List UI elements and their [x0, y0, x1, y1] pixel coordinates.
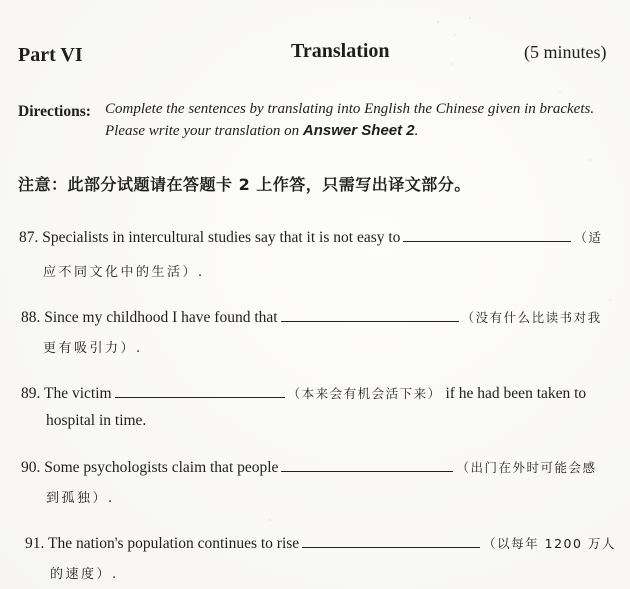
- question-number: 88.: [21, 309, 41, 326]
- question-number: 87.: [19, 229, 39, 246]
- chinese-hint: （适: [574, 230, 603, 245]
- question-number: 90.: [21, 459, 41, 476]
- part-label: Part VI: [18, 44, 83, 66]
- question-88-continuation: 更有吸引力）.: [43, 341, 143, 356]
- directions-line-2-prefix: Please write your translation on: [105, 123, 303, 139]
- question-number: 89.: [21, 385, 41, 402]
- answer-sheet-reference: Answer Sheet 2: [302, 122, 415, 139]
- question-87-continuation: 应不同文化中的生活）.: [43, 265, 205, 280]
- chinese-hint: （没有什么比读书对我: [461, 310, 602, 325]
- directions-line-2: [105, 122, 418, 140]
- question-91-continuation: 的速度）.: [50, 567, 119, 582]
- directions-line-2-suffix: .: [414, 123, 419, 139]
- question-90-continuation: 到孤独）.: [46, 491, 115, 506]
- answer-blank[interactable]: [115, 396, 285, 398]
- question-91-line: [25, 534, 616, 553]
- answer-blank[interactable]: [281, 470, 453, 472]
- question-number: 91.: [25, 535, 45, 552]
- answer-blank[interactable]: [302, 546, 480, 548]
- question-text: Specialists in intercultural studies say that it is not easy to: [42, 229, 401, 246]
- question-89-line: [21, 384, 586, 403]
- question-89-continuation: hospital in time.: [46, 412, 147, 429]
- section-title: Translation: [291, 40, 390, 62]
- directions-line-1: Complete the sentences by translating into English the Chinese given in brackets.: [105, 101, 595, 117]
- question-90-line: [21, 458, 596, 477]
- chinese-hint: （本来会有机会活下来）: [287, 386, 442, 401]
- question-text: Some psychologists claim that people: [44, 459, 279, 476]
- chinese-hint: （出门在外时可能会感: [456, 460, 597, 475]
- question-text-after: if he had been taken to: [445, 385, 587, 402]
- answer-blank[interactable]: [403, 240, 571, 242]
- question-text: The nation's population continues to rise: [47, 535, 300, 552]
- question-text: Since my childhood I have found that: [44, 309, 278, 326]
- question-88-line: [21, 308, 602, 327]
- question-87-line: [19, 228, 602, 247]
- chinese-notice: 注意：此部分试题请在答题卡 2 上作答，只需写出译文部分。: [18, 175, 471, 194]
- chinese-hint: （以每年 1200 万人: [483, 536, 616, 551]
- directions-label: Directions:: [18, 103, 91, 120]
- question-text: The victim: [43, 385, 112, 402]
- time-limit: (5 minutes): [524, 42, 607, 62]
- answer-blank[interactable]: [281, 320, 459, 322]
